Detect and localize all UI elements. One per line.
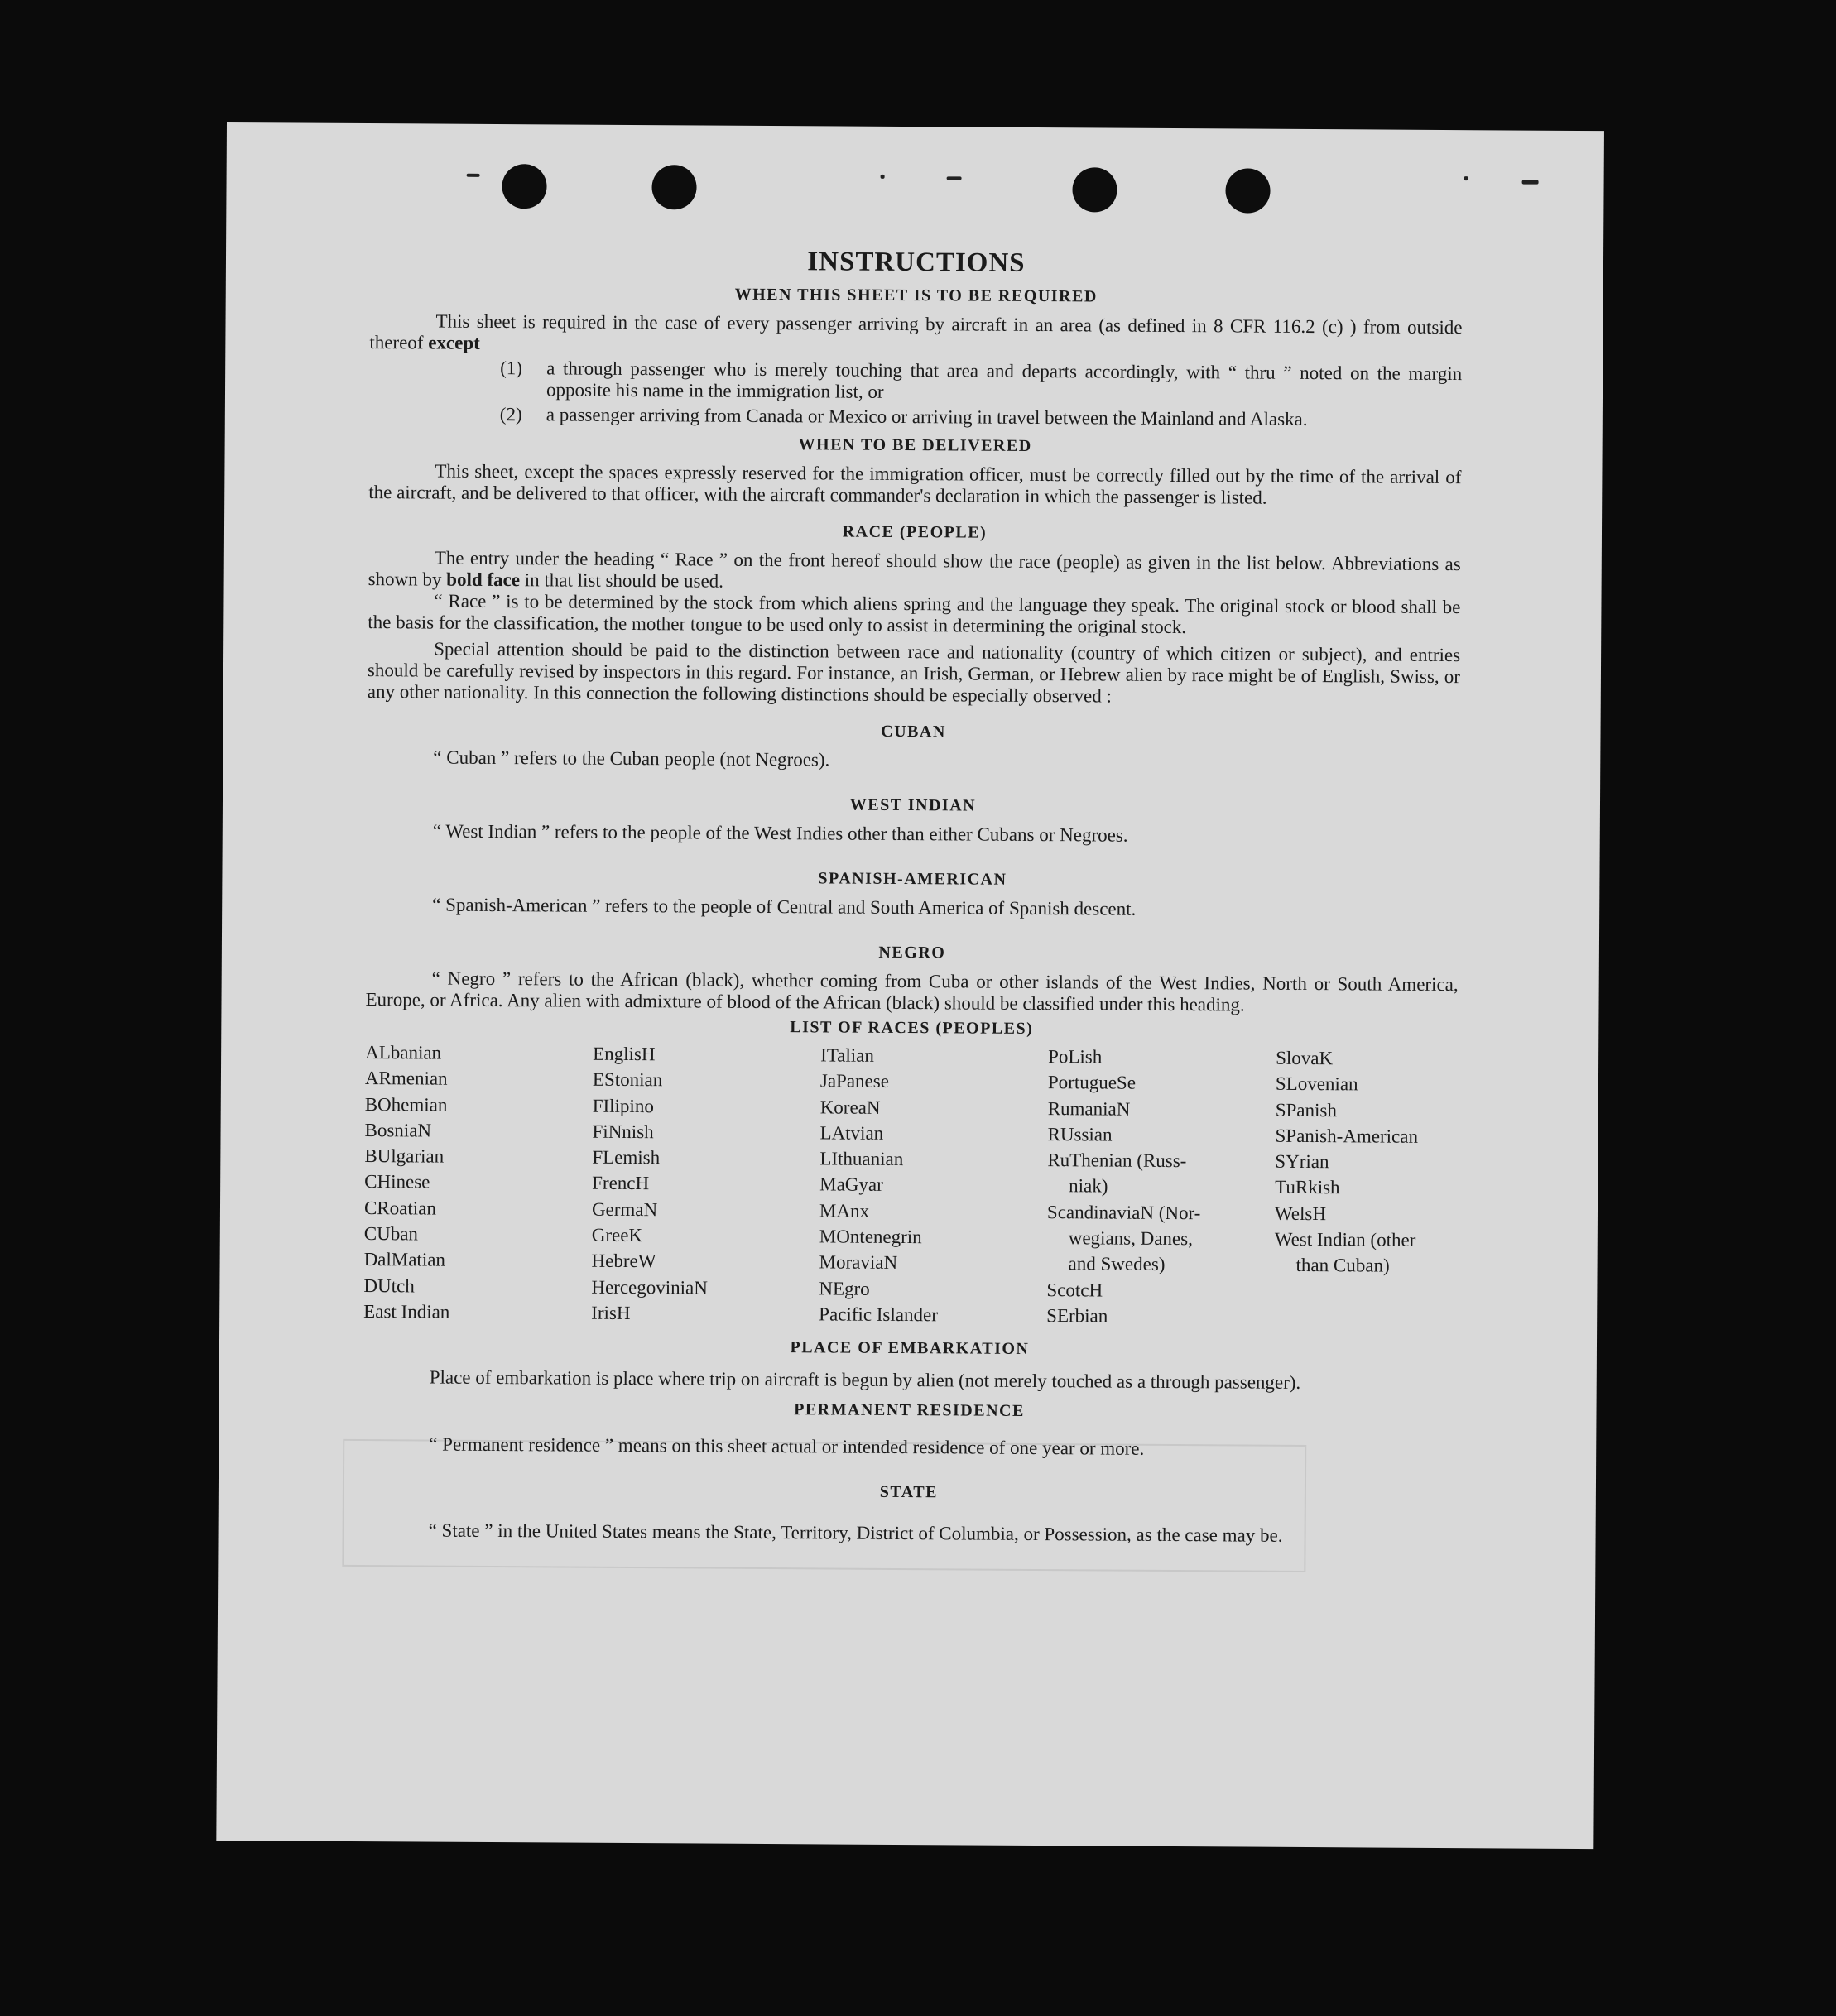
section-heading-delivered: WHEN TO BE DELIVERED [798,435,1032,455]
section-heading-embarkation: PLACE OF EMBARKATION [790,1338,1030,1359]
cuban-text: “ Cuban ” refers to the Cuban people (not Negroes). [433,746,830,770]
residence-text: “ Permanent residence ” means on this sheet actual or intended residence of one year or more. [429,1433,1145,1460]
race-entry: EnglisH [593,1043,656,1065]
race-entry: ScotcH [1046,1279,1103,1301]
race-entry: West Indian (other [1274,1228,1416,1250]
race-entry: CUban [363,1223,419,1245]
section-heading-races-list: LIST OF RACES (PEOPLES) [790,1018,1034,1038]
document-page [216,122,1604,1849]
race-entry: SLovenian [1275,1073,1358,1095]
race-entry: FrencH [592,1173,650,1194]
item-number: (2) [499,404,522,425]
races-column [363,1039,593,1326]
race-entry: PortugueSe [1047,1072,1137,1094]
list-item [369,403,1462,431]
section-heading-west-indian: WEST INDIAN [849,795,977,815]
race-entry: BOhemian [364,1093,448,1116]
scan-speck [881,175,885,179]
section-heading-required: WHEN THIS SHEET IS TO BE REQUIRED [734,285,1098,306]
race-entry: GermaN [591,1198,658,1220]
race-entry: MOntenegrin [819,1226,922,1248]
race-p1-bold: bold face [446,569,521,591]
punch-hole [502,164,546,209]
instructions-body [363,244,1464,1552]
required-intro-text: This sheet is required in the case of every passenger arriving by aircraft in an area (as defined in 8 CFR 116.2 (c) ) from outside thereof [369,310,1463,353]
race-entry: CHinese [364,1171,430,1193]
race-entry: SPanish [1275,1099,1337,1121]
punch-hole [651,165,696,209]
delivered-text: This sheet, except the spaces expressly reserved for the immigration officer, must be correctly filled out by the time of the arrival of the aircraft, and be delivered to that officer, with the aircraft commander's declaration in which the passenger is listed. [368,460,1462,508]
section-heading-spanish-american: SPANISH-AMERICAN [818,869,1007,889]
race-entry: MAnx [819,1200,870,1222]
scan-speck [1464,176,1468,180]
race-paragraph-2: “ Race ” is to be determined by the stock from which aliens spring and the language they speak. The original stock or blood shall be the basis for the classification, the mother tongue to be used only to assist in determining the original stock. [368,590,1461,638]
race-entry: RuThenian (Russ- [1047,1150,1187,1172]
race-entry: BosniaN [364,1119,432,1141]
required-except: except [428,332,480,353]
race-entry: RUssian [1047,1123,1113,1145]
item-text: a through passenger who is merely touching that area and departs accordingly, with “ thru ” noted on the margin opposite his name in the immigration list, or [546,358,1463,402]
punch-hole [1225,168,1270,213]
page-title: INSTRUCTIONS [807,247,1026,278]
spanish-american-text: “ Spanish-American ” refers to the people of Central and South America of Spanish descent. [432,894,1137,919]
race-entry: ScandinaviaN (Nor- [1046,1201,1201,1223]
races-column [1274,1045,1474,1332]
race-entry: TuRkish [1275,1177,1340,1198]
race-entry: SlovaK [1276,1047,1334,1069]
state-text: “ State ” in the United States means the State, Territory, District of Columbia, or Possession, as the case may be. [428,1519,1283,1547]
section-heading-cuban: CUBAN [881,722,946,742]
race-entry: SYrian [1275,1150,1329,1173]
item-number: (1) [500,358,523,379]
race-entry: DUtch [363,1274,415,1297]
race-entry: MaGyar [819,1174,883,1196]
section-heading-state: STATE [879,1483,939,1502]
race-entry-continuation: wegians, Danes, [1068,1227,1193,1250]
west-indian-text: “ West Indian ” refers to the people of the West Indies other than either Cubans or Negroes. [432,820,1128,846]
race-entry: MoraviaN [819,1251,898,1274]
race-entry: ALbanian [365,1042,442,1063]
race-entry: GreeK [591,1224,643,1246]
race-entry: LAtvian [819,1122,884,1144]
race-entry: KoreaN [819,1096,881,1118]
required-intro [369,310,1462,360]
race-entry: SPanish-American [1275,1125,1419,1147]
embarkation-text: Place of embarkation is place where trip on aircraft is begun by alien (not merely touched as a through passenger). [429,1366,1301,1394]
race-entry: BUlgarian [364,1145,445,1167]
race-entry: FIlipino [592,1095,654,1116]
scan-speck [1522,180,1539,185]
race-entry: HebreW [591,1250,656,1272]
race-p1-tail: in that list should be used. [519,569,724,592]
race-entry-continuation: niak) [1069,1175,1108,1198]
race-entry: FiNnish [592,1121,654,1143]
races-column [1046,1044,1276,1330]
race-entry: ITalian [820,1044,875,1066]
negro-text: “ Negro ” refers to the African (black), whether coming from Cuba or other islands of the West Indies, North or South America, Europe, or Africa. Any alien with admixture of blood of the African (black) should be classified under this heading. [365,967,1459,1015]
race-entry: EStonian [592,1069,663,1091]
race-entry: WelsH [1274,1202,1327,1224]
item-text: a passenger arriving from Canada or Mexico or arriving in travel between the Mainland and Alaska. [546,404,1308,430]
race-p1-text: The entry under the heading “ Race ” on the front hereof should show the race (people) as given in the list below. Abbreviations as shown by [368,547,1461,590]
scan-speck [947,176,962,180]
punch-hole [1072,167,1117,212]
race-entry: FLemish [592,1146,661,1169]
race-entry: NEgro [819,1278,870,1299]
race-entry: CRoatian [363,1197,436,1219]
races-list [363,1039,1458,1331]
race-entry: SErbian [1046,1305,1108,1327]
scan-speck [467,174,480,177]
section-heading-residence: PERMANENT RESIDENCE [794,1400,1025,1421]
race-entry: IrisH [591,1302,631,1323]
race-entry: East Indian [363,1301,450,1322]
race-entry: Pacific Islander [819,1303,938,1326]
race-entry-continuation: than Cuban) [1295,1255,1390,1276]
races-column [819,1042,1048,1328]
race-entry: PoLish [1048,1046,1103,1068]
race-entry: RumaniaN [1047,1097,1131,1120]
race-entry-continuation: and Swedes) [1068,1253,1166,1275]
section-heading-negro: NEGRO [878,943,946,962]
list-item [369,357,1462,406]
race-entry: DalMatian [363,1249,446,1271]
races-column [591,1041,820,1327]
race-entry: ARmenian [364,1068,448,1089]
race-entry: HercegoviniaN [591,1276,708,1298]
race-paragraph-3: Special attention should be paid to the distinction between race and nationality (country of which citizen or subject), and entries should be carefully revised by inspectors in this regard. For instance, an Irish, German, or Hebrew alien by race might be of English, Swiss, or any other nationality. In this connection the following distinctions should be especially observed : [367,638,1461,707]
race-entry: JaPanese [819,1070,890,1092]
section-heading-race: RACE (PEOPLE) [842,522,988,542]
race-paragraph-1 [368,547,1461,597]
race-entry: LIthuanian [819,1148,904,1170]
